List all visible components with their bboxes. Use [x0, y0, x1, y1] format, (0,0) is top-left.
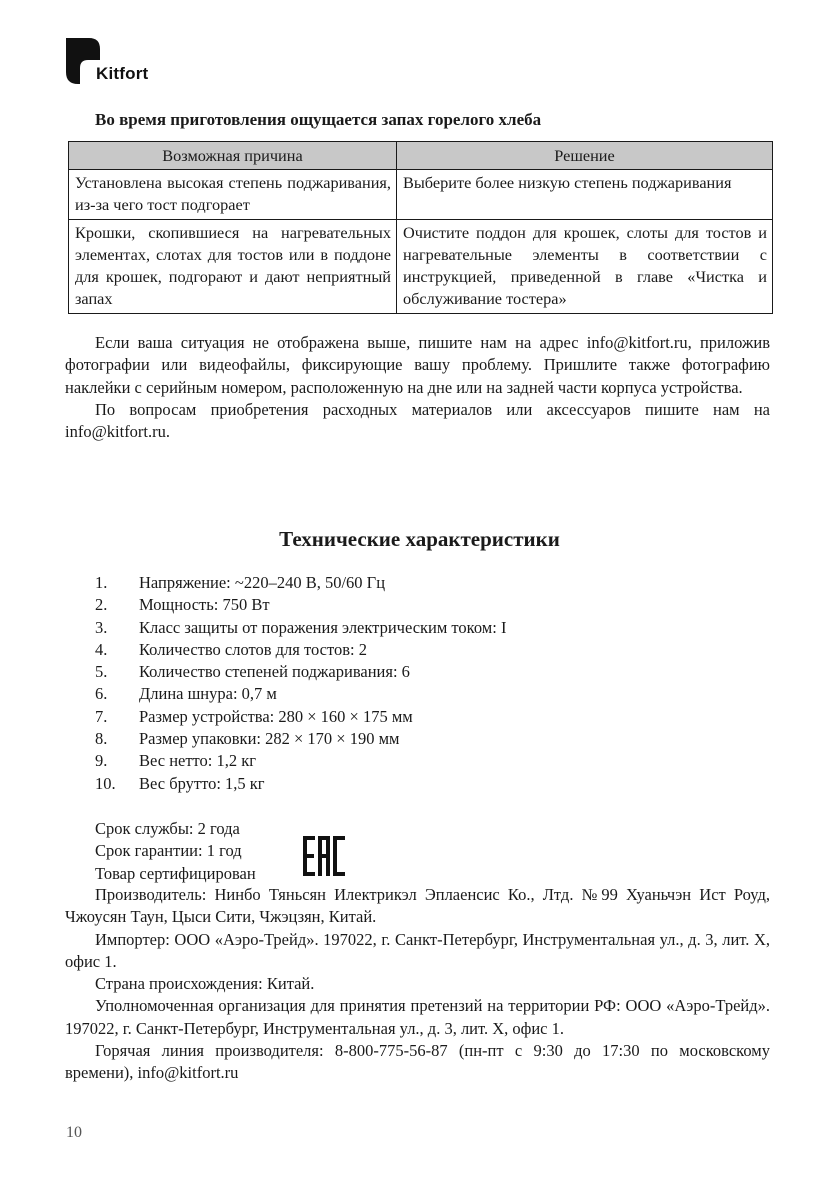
eac-certification-icon: [303, 836, 347, 876]
list-item: [95, 750, 506, 772]
contact-section: [65, 332, 770, 443]
list-item: [95, 639, 506, 661]
authorized-org-paragraph: Уполномоченная организация для принятия претензий на территории РФ: ООО «Аэро-Трейд». 197022, г. Санкт-Петербург, Инструментальная ул., д. 3, лит. Х, офис 1.: [65, 996, 770, 1038]
item-number: 2.: [95, 595, 108, 615]
service-life: Срок службы: 2 года: [95, 819, 240, 838]
item-number: 4.: [95, 639, 108, 659]
table-row: [69, 220, 773, 314]
problem-title: Во время приготовления ощущается запах горелого хлеба: [95, 110, 542, 129]
list-item: [95, 661, 506, 683]
warranty-period: Срок гарантии: 1 год: [95, 841, 242, 861]
item-text: Длина шнура: 0,7 м: [139, 684, 277, 704]
item-text: Вес нетто: 1,2 кг: [139, 751, 257, 771]
item-text: Размер устройства: 280 × 160 × 175 мм: [139, 706, 413, 726]
kitfort-logo-icon: [66, 38, 100, 84]
cause-cell: Крошки, скопившиеся на нагревательных элементах, слотах для тостов или в поддоне для крошек, подгорают и дают неприятный запах: [69, 220, 397, 314]
importer-paragraph: Импортер: ООО «Аэро-Трейд». 197022, г. Санкт-Петербург, Инструментальная ул., д. 3, лит. Х, офис 1.: [65, 929, 770, 971]
item-text: Вес брутто: 1,5 кг: [139, 773, 265, 793]
item-number: 5.: [95, 662, 108, 682]
table-header-row: [69, 142, 773, 170]
legal-section: [65, 884, 770, 1085]
list-item: [95, 683, 506, 705]
item-text: Напряжение: ~220–240 В, 50/60 Гц: [139, 573, 386, 592]
item-number: 6.: [95, 684, 108, 704]
specs-list: [95, 572, 506, 795]
origin-paragraph: Страна происхождения: Китай.: [95, 974, 315, 994]
item-text: Мощность: 750 Вт: [139, 595, 270, 615]
list-item: [95, 706, 506, 728]
item-number: 10.: [95, 773, 116, 793]
certification-note: Товар сертифицирован: [95, 863, 256, 883]
item-number: 1.: [95, 573, 108, 592]
manufacturer-paragraph: Производитель: Нинбо Тяньсян Илектрикэл Эплаенсис Ко., Лтд. №99 Хуаньчэн Ист Роуд, Чжоусян Таун, Цыси Сити, Чжэцзян, Китай.: [65, 885, 770, 927]
troubleshooting-table: [68, 141, 773, 314]
item-number: 3.: [95, 617, 108, 637]
item-text: Размер упаковки: 282 × 170 × 190 мм: [139, 729, 400, 749]
contact-paragraph: Если ваша ситуация не отображена выше, пишите нам на адрес info@kitfort.ru, приложив фотографии или видеофайлы, фиксирующие вашу проблему. Пришлите также фотографию наклейки с серийным номером, расположенную на дне или на задней части корпуса устройства.: [65, 333, 770, 397]
list-item: [95, 594, 506, 616]
table-row: [69, 170, 773, 220]
solution-cell: Выберите более низкую степень поджаривания: [397, 170, 773, 220]
item-text: Количество степеней поджаривания: 6: [139, 662, 410, 682]
list-item: [95, 572, 506, 594]
list-item: [95, 617, 506, 639]
hotline-paragraph: Горячая линия производителя: 8-800-775-56-87 (пн-пт с 9:30 до 17:30 по московскому времени), info@kitfort.ru: [65, 1041, 770, 1083]
header-solution: Решение: [397, 142, 773, 170]
item-text: Класс защиты от поражения электрическим током: I: [139, 617, 507, 637]
list-item: [95, 773, 506, 795]
service-info: [95, 818, 256, 885]
item-number: 8.: [95, 729, 108, 749]
page-number: 10: [66, 1124, 82, 1141]
cause-cell: Установлена высокая степень поджаривания, из-за чего тост подгорает: [69, 170, 397, 220]
list-item: [95, 728, 506, 750]
accessories-paragraph: По вопросам приобретения расходных материалов или аксессуаров пишите нам на info@kitfort.ru.: [65, 399, 770, 442]
header-cause: Возможная причина: [69, 142, 397, 170]
logo-wordmark: Kitfort: [96, 64, 149, 83]
solution-cell: Очистите поддон для крошек, слоты для тостов и нагревательные элементы в соответствии с инструкцией, приведенной в главе «Чистка и обслуживание тостера»: [397, 220, 773, 314]
item-number: 9.: [95, 751, 108, 771]
item-text: Количество слотов для тостов: 2: [139, 639, 367, 659]
item-number: 7.: [95, 706, 108, 726]
specs-heading: Технические характеристики: [279, 527, 560, 551]
